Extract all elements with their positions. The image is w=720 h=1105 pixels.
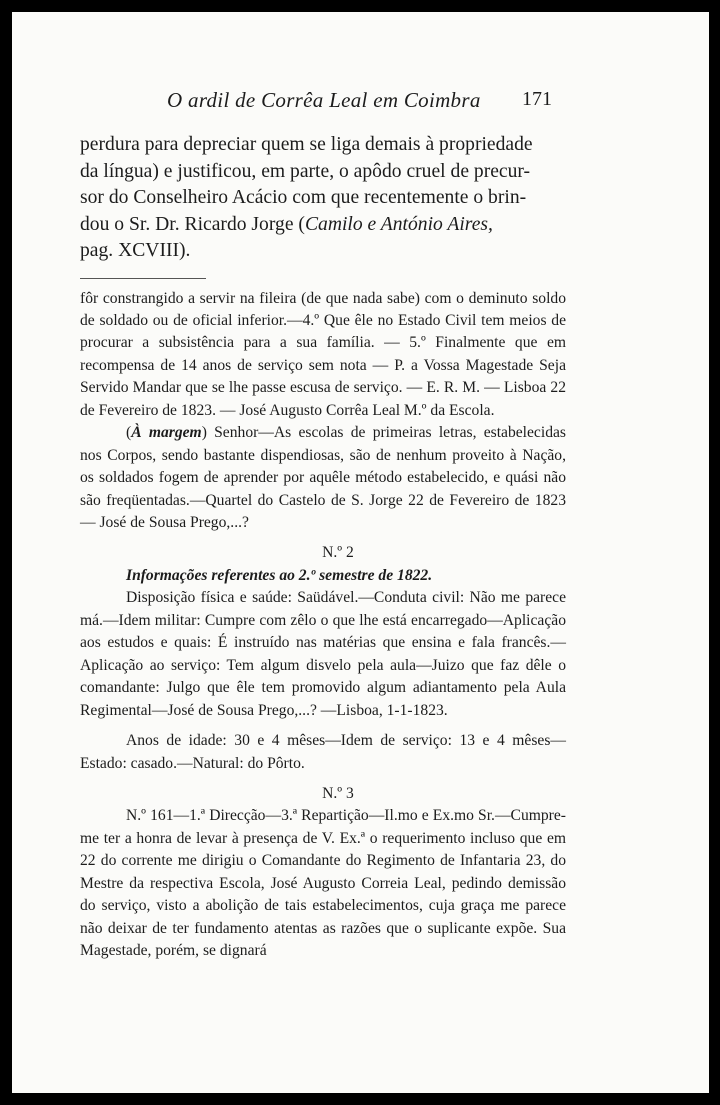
margin-paren-close: ): [201, 424, 207, 442]
book-page: [12, 12, 709, 1093]
main-text-line: pag. XCVIII).: [80, 240, 191, 261]
document-2-paragraph: Anos de idade: 30 e 4 mêses—Idem de serviço: 13 e 4 mêses—Estado: casado.—Natural: do Pôrto.: [80, 732, 566, 772]
main-text-line: [80, 212, 566, 239]
main-text-fragment: dou o Sr. Dr. Ricardo Jorge (: [80, 213, 305, 235]
margin-text: Senhor—As escolas de primeiras letras, estabelecidas nos Corpos, sendo bastante dispendiosas, são de nenhum proveito à Nação, os soldados fogem de aprender por aquêle método estabelecido, e quási não são freqüentadas.—Quartel do Castelo de S. Jorge 22 de Fevereiro de 1823 — José de Sousa Prego,...?: [80, 424, 566, 532]
document-2-subtitle: Informações referentes ao 2.º semestre de 1822.: [126, 566, 433, 584]
document-2-number: N.º 2: [322, 544, 354, 562]
main-text-line: perdura para depreciar quem se liga demais à propriedade: [80, 134, 533, 155]
cited-work-title: Camilo e António Aires,: [304, 213, 493, 235]
section-divider: [80, 278, 206, 279]
main-text-line: da língua) e justificou, em parte, o apôdo cruel de precur-: [80, 160, 531, 182]
margin-paren-open: (: [126, 424, 132, 442]
document-3-paragraph: N.º 161—1.ª Direcção—3.ª Repartição—Il.mo e Ex.mo Sr.—Cumpre-me ter a honra de levar à presença de V. Ex.ª o requerimento incluso que em 22 do corrente me dirigiu o Comandante do Regimento de Infantaria 23, do Mestre da respectiva Escola, José Augusto Correia Leal, pedindo demissão do serviço, visto a abolição de tais estabelecimentos, cuja graça me parece não deixar de ter fundamento atentas as razões que o suplicante expõe. Sua Magestade, porém, se dignará: [80, 807, 566, 960]
transcribed-documents: [80, 288, 566, 963]
running-title: O ardil de Corrêa Leal em Coimbra: [167, 88, 481, 112]
main-text-line: sor do Conselheiro Acácio com que recentemente o brin-: [80, 187, 527, 208]
document-3-number: N.º 3: [322, 785, 354, 803]
main-text: [80, 132, 566, 265]
document-1-text: fôr constrangido a servir na fileira (de que nada sabe) com o deminuto soldo de soldado ou de oficial inferior.—4.º Que êle no Estado Civil tem meios de procurar a subsistência para a sua família. — 5.º Finalmente que em recompensa de 14 anos de serviço sem nota — P. a Vossa Magestade Seja Servido Mandar que se lhe passe escusa de serviço. — E. R. M. — Lisboa 22 de Fevereiro de 1823. — José Augusto Corrêa Leal M.º da Escola.: [80, 289, 566, 419]
document-2-paragraph: Disposição física e saúde: Saüdável.—Conduta civil: Não me parece má.—Idem militar: Cumpre com zêlo o que lhe está encarregado—Aplicação aos estudos e quais: É instruído nas matérias que ensina e fala francês.—Aplicação ao serviço: Tem algum disvelo pela aula—Juizo que faz dêle o comandante: Julgo que êle tem promovido algum adiantamento pela Aula Regimental—José de Sousa Prego,...? —Lisboa, 1-1-1823.: [80, 589, 566, 719]
page-number: 171: [522, 88, 552, 110]
page-header: [12, 88, 709, 118]
page-body: [80, 132, 566, 963]
margin-label: À margem: [131, 424, 202, 442]
margin-note: [80, 422, 566, 534]
